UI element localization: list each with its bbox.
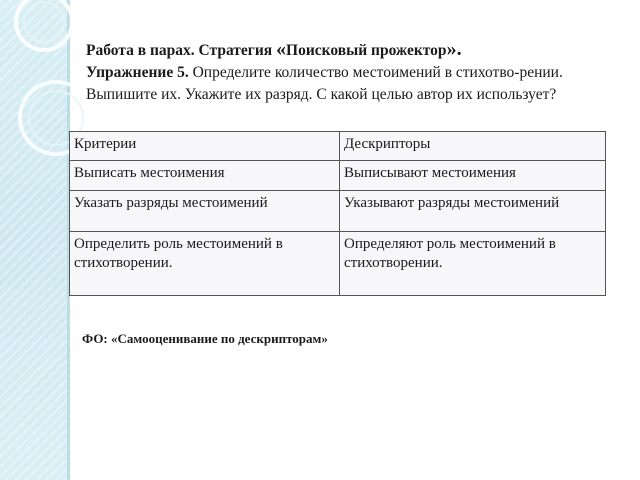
descriptor-cell: Указывают разряды местоимений [340,191,606,232]
criteria-cell: Указать разряды местоимений [70,191,340,232]
exercise-intro [86,38,606,106]
descriptor-cell: Определяют роль местоимений в стихотворении. [340,232,606,296]
exercise-text: Определите количество местоимений в стихотво-рении. Выпишите их. Укажите их разряд. С какой целью автор их использует? [86,64,563,103]
table-row [70,161,606,191]
table-header-row [70,132,606,161]
descriptor-cell: Выписывают местоимения [340,161,606,191]
header-descriptors: Дескрипторы [340,132,606,161]
criteria-cell: Определить роль местоимений в стихотворении. [70,232,340,296]
formative-assessment-note: ФО: «Самооценивание по дескрипторам» [82,331,328,346]
criteria-cell: Выписать местоимения [70,161,340,191]
header-criteria: Критерии [70,132,340,161]
exercise-label: Упражнение 5. [86,64,189,81]
table-row [70,232,606,296]
table-row [70,191,606,232]
strategy-title: Работа в парах. Стратегия «Поисковый прожектор». [86,38,462,60]
criteria-table [69,131,606,296]
